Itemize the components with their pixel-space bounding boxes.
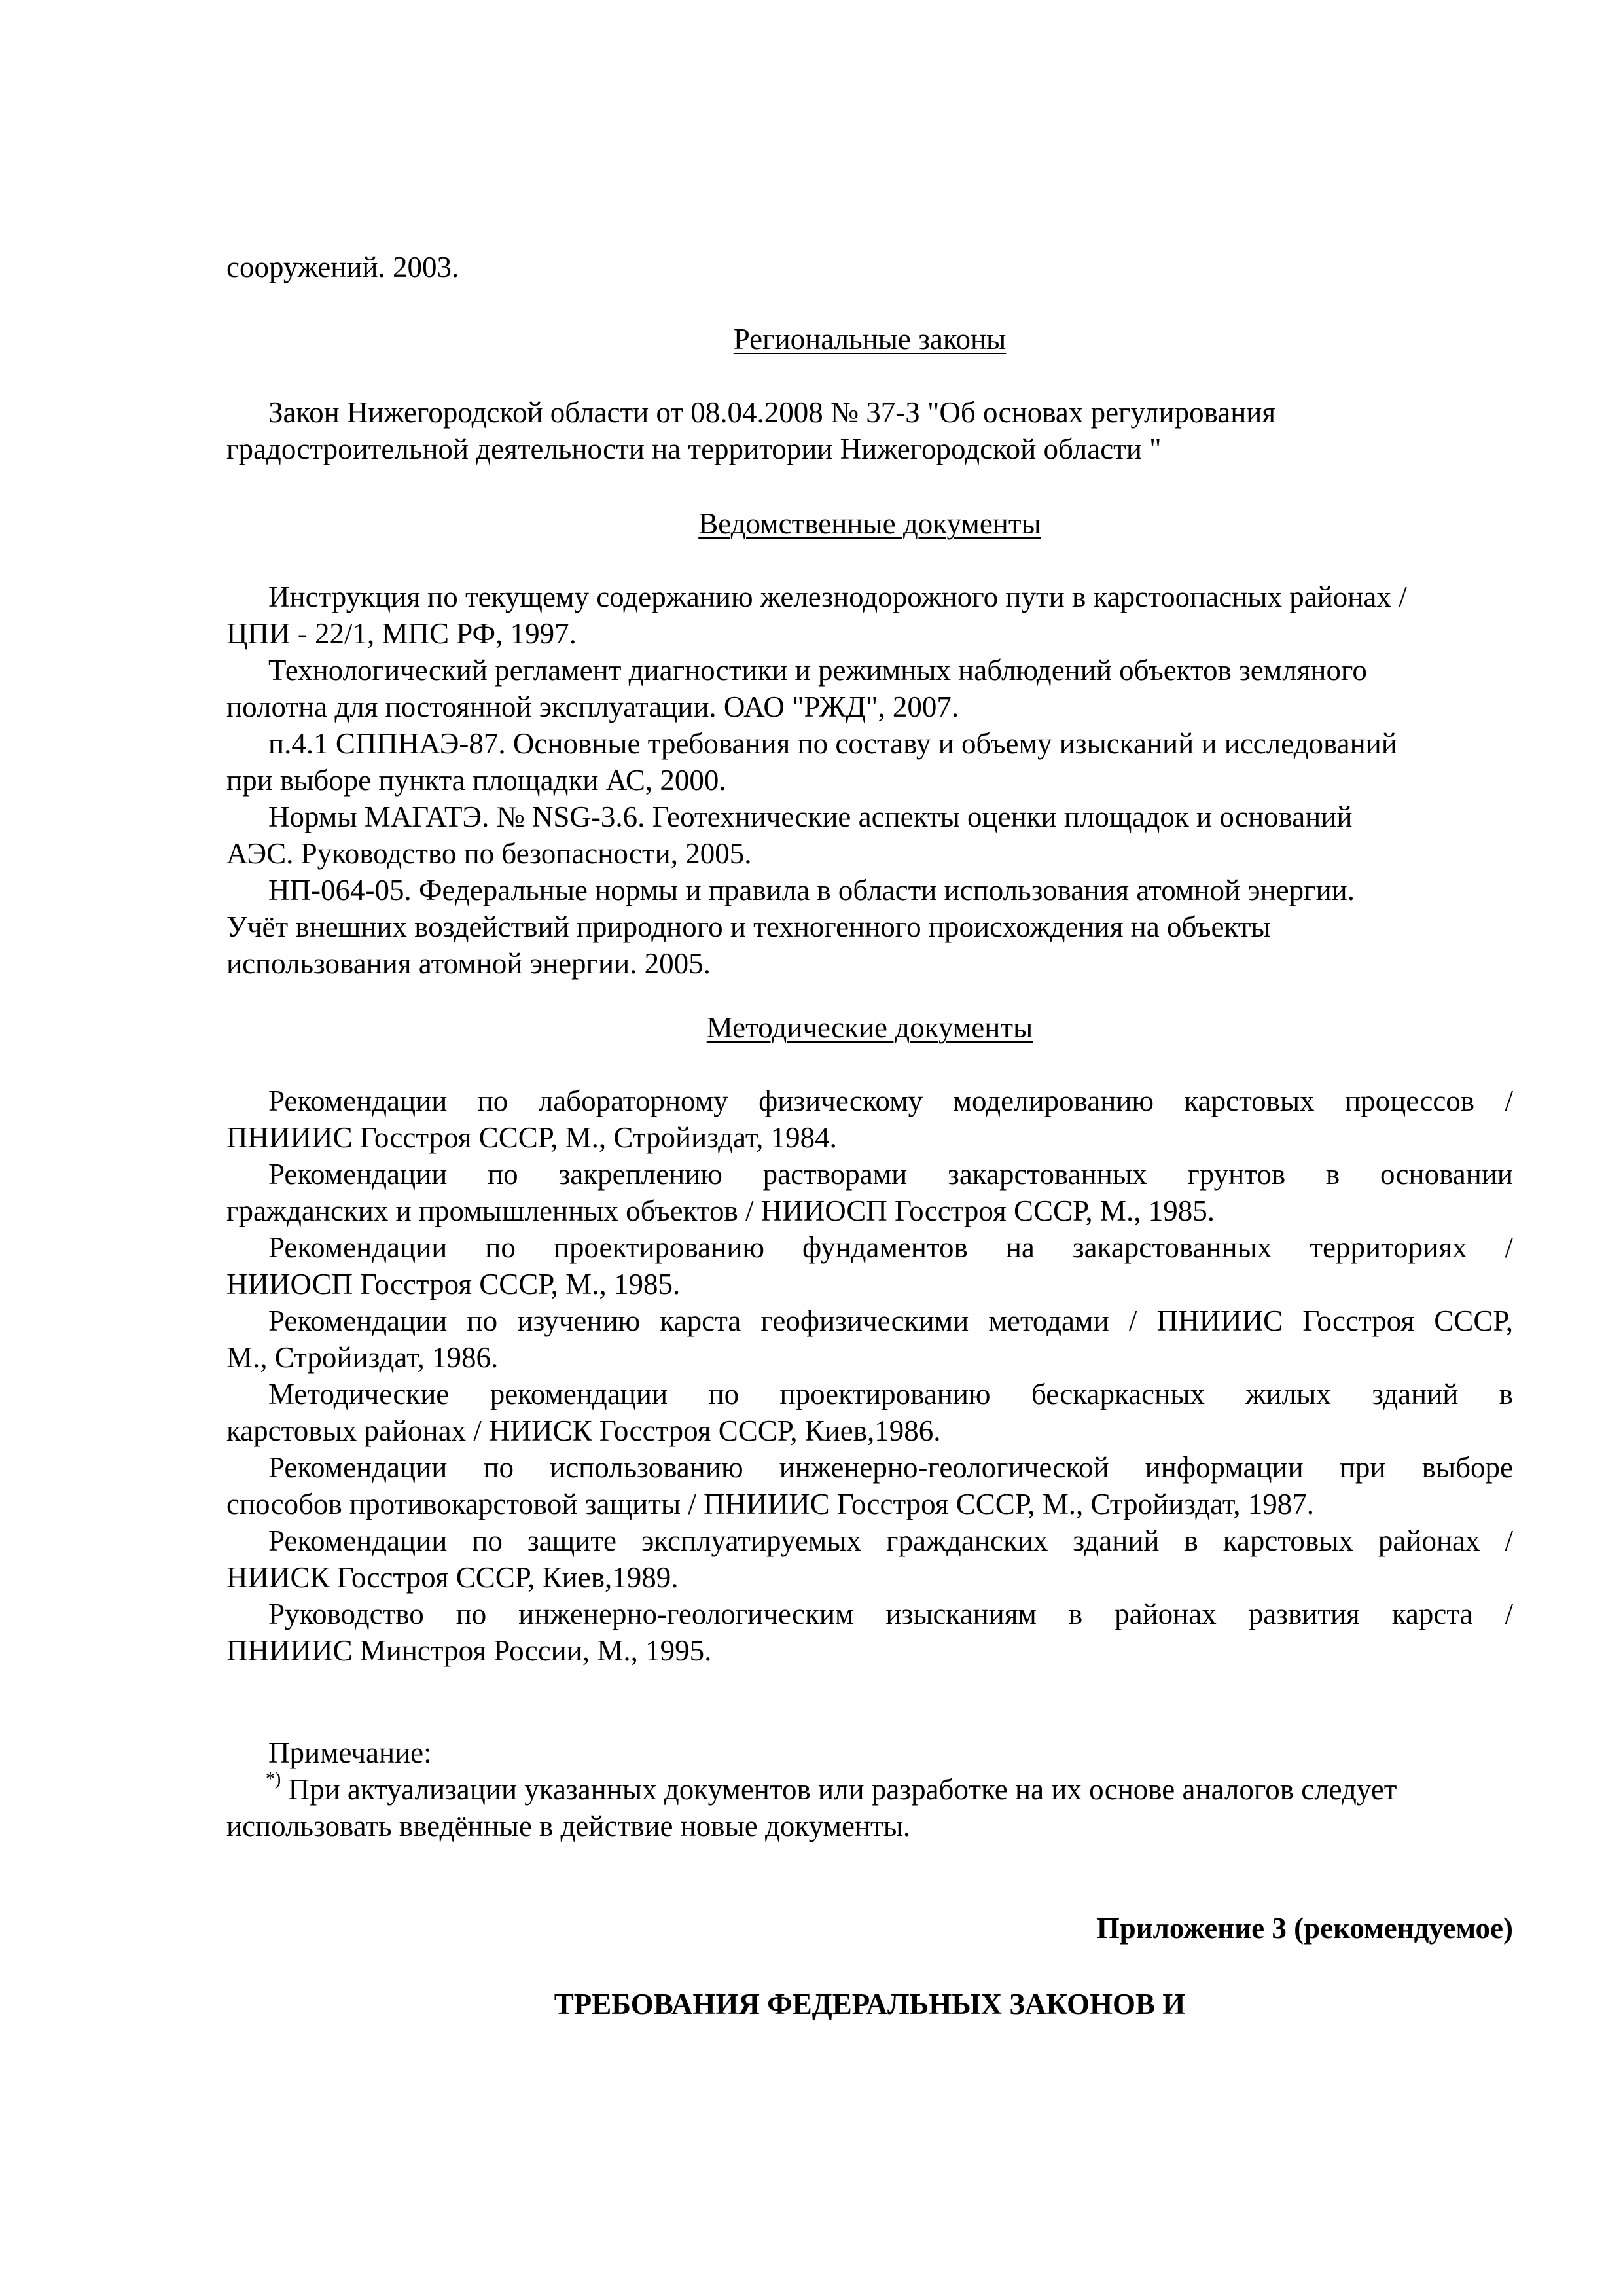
regional-item-line: градостроительной деятельности на территории Нижегородской области ": [226, 433, 1162, 465]
methodical-item-line: Рекомендации по лабораторному физическому моделированию карстовых процессов /: [268, 1085, 1513, 1117]
note-text: При актуализации указанных документов или разработке на их основе аналогов следует: [288, 1773, 1397, 1806]
methodical-item-line: Рекомендации по изучению карста геофизическими методами / ПНИИИС Госстроя СССР,: [268, 1304, 1513, 1337]
departmental-item-line: полотна для постоянной эксплуатации. ОАО "РЖД", 2007.: [226, 691, 959, 723]
methodical-list: [226, 1083, 1513, 1669]
departmental-list: [226, 579, 1513, 982]
regional-item-line: Закон Нижегородской области от 08.04.2008 № 37-З "Об основах регулирования: [268, 396, 1276, 429]
note-block: [226, 1734, 1513, 1844]
intro-block: [226, 249, 1513, 285]
intro-continuation: сооружений. 2003.: [226, 251, 459, 283]
appendix-title-block: [226, 1986, 1513, 2022]
methodical-item-line: НИИСК Госстроя СССР, Киев,1989.: [226, 1561, 679, 1594]
methodical-item-line: Рекомендации по использованию инженерно-геологической информации при выборе: [268, 1451, 1513, 1484]
departmental-heading: Ведомственные документы: [698, 507, 1041, 540]
note-text-line-2: использовать введённые в действие новые документы.: [226, 1810, 911, 1842]
methodical-item-line: Рекомендации по закреплению растворами закарстованных грунтов в основании: [268, 1158, 1513, 1191]
departmental-item-line: НП-064-05. Федеральные нормы и правила в области использования атомной энергии.: [268, 874, 1355, 906]
methodical-item-line: Методические рекомендации по проектированию бескаркасных жилых зданий в: [268, 1378, 1513, 1410]
note-text-line: [226, 1771, 1513, 1808]
departmental-item-line: ЦПИ - 22/1, МПС РФ, 1997.: [226, 617, 577, 650]
departmental-item-line: использования атомной энергии. 2005.: [226, 947, 711, 980]
departmental-item-line: Технологический регламент диагностики и режимных наблюдений объектов земляного: [268, 654, 1367, 687]
departmental-item-line: Инструкция по текущему содержанию железнодорожного пути в карстоопасных районах /: [268, 581, 1407, 613]
appendix-label: Приложение 3 (рекомендуемое): [1096, 1912, 1513, 1945]
methodical-heading: Методические документы: [706, 1011, 1033, 1044]
methodical-item-line: ПНИИИС Госстроя СССР, М., Стройиздат, 1984.: [226, 1121, 837, 1154]
methodical-item-line: карстовых районах / НИИСК Госстроя СССР, Киев,1986.: [226, 1414, 941, 1447]
methodical-item-line: Рекомендации по проектированию фундаментов на закарстованных территориях /: [268, 1231, 1513, 1264]
departmental-item-line: АЭС. Руководство по безопасности, 2005.: [226, 837, 752, 870]
departmental-item-line: при выборе пункта площадки АС, 2000.: [226, 764, 726, 797]
departmental-section: [226, 505, 1513, 542]
note-marker: *): [266, 1769, 281, 1789]
methodical-item-line: НИИОСП Госстроя СССР, М., 1985.: [226, 1268, 681, 1300]
departmental-item-line: Нормы МАГАТЭ. № NSG-3.6. Геотехнические аспекты оценки площадок и оснований: [268, 800, 1353, 833]
methodical-section: [226, 1009, 1513, 1046]
regional-heading: Региональные законы: [733, 323, 1007, 355]
appendix-label-block: [226, 1910, 1513, 1946]
regional-section: [226, 321, 1513, 357]
methodical-item-line: гражданских и промышленных объектов / НИИОСП Госстроя СССР, М., 1985.: [226, 1194, 1215, 1227]
methodical-item-line: Рекомендации по защите эксплуатируемых гражданских зданий в карстовых районах /: [268, 1524, 1513, 1557]
methodical-item-line: ПНИИИС Минстроя России, М., 1995.: [226, 1634, 712, 1667]
appendix-title: ТРЕБОВАНИЯ ФЕДЕРАЛЬНЫХ ЗАКОНОВ И: [554, 1988, 1186, 2020]
methodical-item-line: Руководство по инженерно-геологическим изысканиям в районах развития карста /: [268, 1598, 1513, 1630]
methodical-item-line: М., Стройиздат, 1986.: [226, 1341, 499, 1374]
departmental-item-line: Учёт внешних воздействий природного и техногенного происхождения на объекты: [226, 910, 1271, 943]
departmental-item-line: п.4.1 СППНАЭ-87. Основные требования по составу и объему изысканий и исследований: [268, 727, 1397, 760]
regional-item: [226, 394, 1513, 467]
note-label: Примечание:: [268, 1736, 432, 1769]
methodical-item-line: способов противокарстовой защиты / ПНИИИС Госстроя СССР, М., Стройиздат, 1987.: [226, 1488, 1314, 1520]
